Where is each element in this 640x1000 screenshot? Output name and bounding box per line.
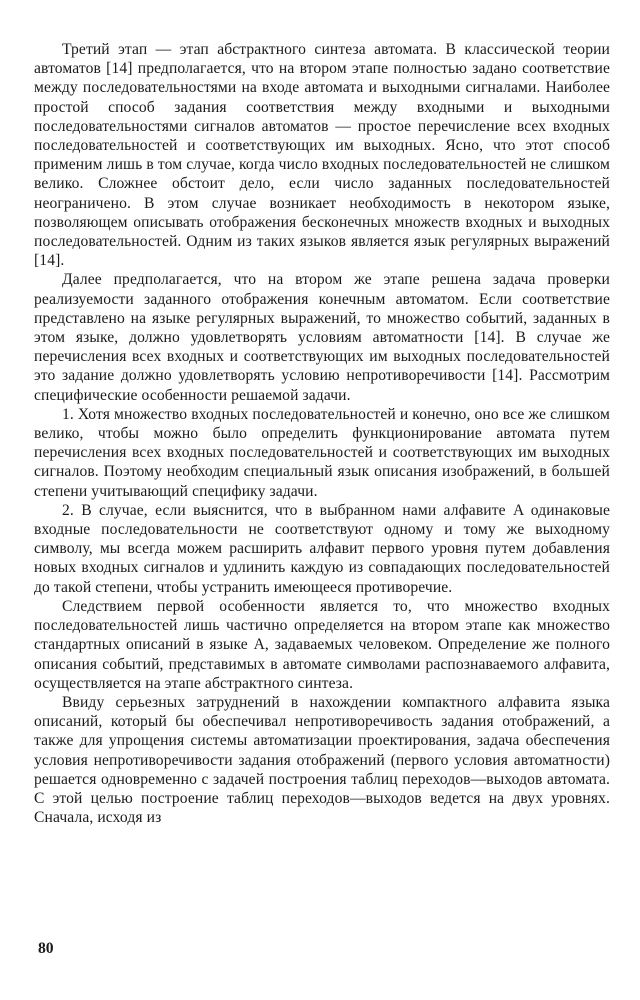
- page-number: 80: [38, 940, 54, 957]
- paragraph-5: Следствием первой особенности является то, что множество входных последовательностей лишь частично определяется на втором этапе как множество стандартных описаний в языке A, задаваемых человеком. Определение же полного описания событий, представимых в автомате символами распознаваемого алфавита, осуществляется на этапе абстрактного синтеза.: [34, 597, 610, 692]
- page-body: [34, 40, 610, 827]
- paragraph-2: Далее предполагается, что на втором же этапе решена задача проверки реализуемости заданного отображения конечным автоматом. Если соответствие представлено на языке регулярных выражений, то множество событий, заданных в этом языке, должно удовлетворять условиям автоматности [14]. В случае же перечисления всех входных и соответствующих им выходных последовательностей это задание должно удовлетворять условию непротиворечивости [14]. Рассмотрим специфические особенности решаемой задачи.: [34, 271, 610, 404]
- paragraph-1: Третий этап — этап абстрактного синтеза автомата. В классической теории автоматов [14] предполагается, что на втором этапе полностью задано соответствие между последовательностями на входе автомата и выходными сигналами. Наиболее простой способ задания соответствия между входными и выходными последовательностями сигналов автоматов — простое перечисление всех входных последовательностей и соответствующих им выходных. Ясно, что этот способ применим лишь в том случае, когда число входных последовательностей не слишком велико. Сложнее обстоит дело, если число заданных последовательностей неограничено. В этом случае возникает необходимость в некотором языке, позволяющем описывать отображения бесконечных множеств входных и выходных последовательностей. Одним из таких языков является язык регулярных выражений [14].: [34, 41, 610, 270]
- paragraph-4: 2. В случае, если выяснится, что в выбранном нами алфавите A одинаковые входные последовательности не соответствуют одному и тому же выходному символу, мы всегда можем расширить алфавит первого уровня путем добавления новых входных сигналов и удлинить каждую из совпадающих последовательностей до такой степени, чтобы устранить имеющееся противоречие.: [34, 501, 610, 596]
- paragraph-3: 1. Хотя множество входных последовательностей и конечно, оно все же слишком велико, чтобы можно было определить функционирование автомата путем перечисления всех входных последовательностей и соответствующих им выходных сигналов. Поэтому необходим специальный язык описания изображений, в большей степени учитывающий специфику задачи.: [34, 405, 610, 500]
- paragraph-6: Ввиду серьезных затруднений в нахождении компактного алфавита языка описаний, который бы обеспечивал непротиворечивость задания отображений, а также для упрощения системы автоматизации проектирования, задача обеспечения условия непротиворечивости задания отображений (первого условия автоматности) решается одновременно с задачей построения таблиц переходов—выходов автомата. С этой целью построение таблиц переходов—выходов ведется на двух уровнях. Сначала, исходя из: [34, 693, 610, 827]
